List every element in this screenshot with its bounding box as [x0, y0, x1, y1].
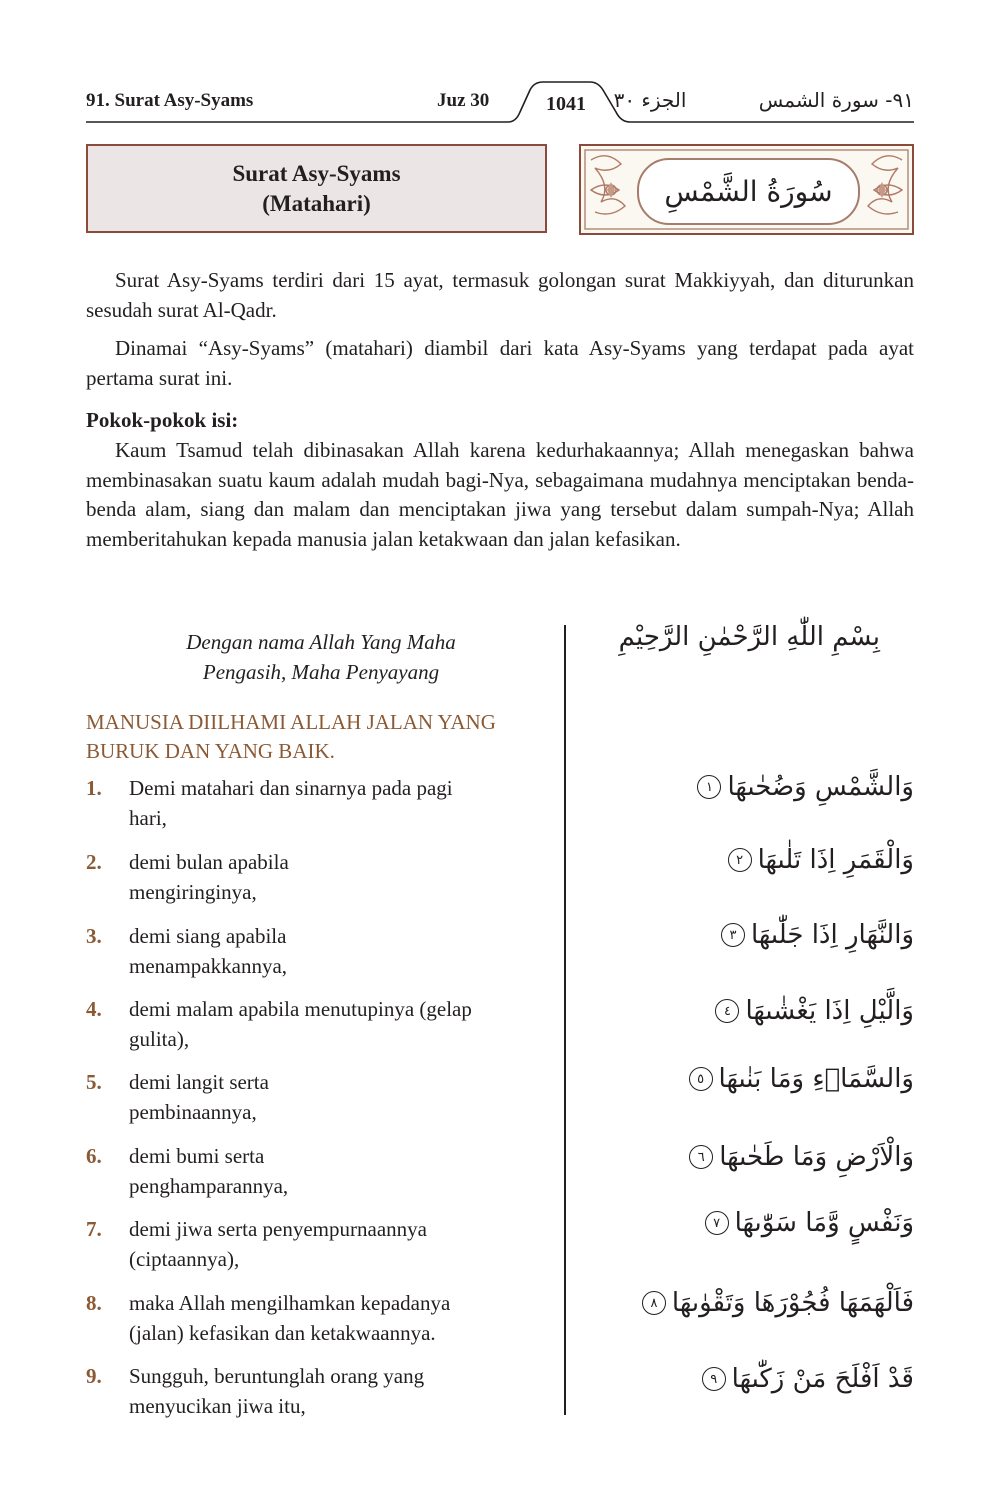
intro-paragraph-2: Dinamai “Asy-Syams” (matahari) diambil dari kata Asy-Syams yang terdapat pada ayat pertama surat ini. [86, 336, 914, 390]
verse-number: 2. [86, 850, 102, 874]
ayah-end-marker-icon: ٦ [689, 1145, 713, 1169]
basmala-translation [86, 627, 556, 687]
ayah-end-marker-icon: ٧ [705, 1211, 729, 1235]
header-arabic-juz: الجزء ٣٠ [613, 88, 687, 112]
arabic-verse-text: وَالَّيْلِ اِذَا يَغْشٰىهَا [745, 996, 914, 1026]
verse-line: hari, [129, 805, 167, 830]
section-heading [86, 708, 556, 766]
verse-line: Sungguh, beruntunglah orang yang [129, 1364, 425, 1388]
surah-title-box [86, 144, 547, 233]
column-divider [564, 625, 566, 1415]
verse-line: penghamparannya, [129, 1173, 289, 1198]
verse-line: demi siang apabila [129, 924, 287, 948]
basmala-line-1: Dengan nama Allah Yang Maha [186, 630, 456, 654]
ayah-end-marker-icon: ٩ [702, 1367, 726, 1391]
verse-line: menampakkannya, [129, 953, 288, 978]
verse-number: 5. [86, 1070, 102, 1094]
verse-line: maka Allah mengilhamkan kepadanya [129, 1291, 451, 1315]
arabic-verse [721, 920, 914, 950]
basmala-arabic: بِسْمِ اللّٰهِ الرَّحْمٰنِ الرَّحِيْمِ [618, 622, 880, 652]
verse-line: (jalan) kefasikan dan ketakwaannya. [129, 1320, 436, 1345]
verse-line: (ciptaannya), [129, 1246, 240, 1271]
arabic-verse [689, 1142, 914, 1172]
arabic-verse-text: فَاَلْهَمَهَا فُجُوْرَهَا وَتَقْوٰىهَا [671, 1288, 914, 1318]
intro-paragraph-3: Kaum Tsamud telah dibinasakan Allah karena kedurhakaannya; Allah menegaskan bahwa membinasakan suatu kaum adalah mudah bagi-Nya, sebagaimana mudahnya menciptakan benda-benda alam, siang dan malam dan menciptakan jiwa yang tersebut dalam sumpah-Nya; Allah memberitahukan kepada manusia jalan ketakwaan dan jalan kefasikan. [86, 438, 914, 551]
ayah-end-marker-icon: ١ [697, 775, 721, 799]
ayah-end-marker-icon: ٢ [728, 848, 752, 872]
verse-number: 1. [86, 776, 102, 800]
header-surah-title: 91. Surat Asy-Syams [86, 90, 254, 111]
arabic-verse [697, 772, 914, 802]
verse-line: Demi matahari dan sinarnya pada pagi [129, 776, 453, 800]
verse-line: demi jiwa serta penyempurnaannya [129, 1217, 427, 1241]
arabic-verse-text: قَدْ اَفْلَحَ مَنْ زَكّٰىهَا [731, 1364, 914, 1394]
ayah-end-marker-icon: ٥ [689, 1067, 713, 1091]
surah-title-meaning: (Matahari) [262, 190, 371, 216]
verse-line: menyucikan jiwa itu, [129, 1393, 306, 1418]
verse-number: 3. [86, 924, 102, 948]
arabic-verse-text: وَالنَّهَارِ اِذَا جَلّٰىهَا [751, 920, 914, 950]
verse-line: gulita), [129, 1026, 190, 1051]
header-juz: Juz 30 [437, 90, 490, 111]
ayah-end-marker-icon: ٣ [721, 923, 745, 947]
verse-line: mengiringinya, [129, 879, 257, 904]
verse-number: 8. [86, 1291, 102, 1315]
verse-line: demi bumi serta [129, 1144, 265, 1168]
header-arabic-surah: ٩١- سورة الشمس [758, 88, 914, 112]
surah-cartouche [637, 158, 860, 225]
header-rule [0, 0, 1000, 140]
verse-number: 9. [86, 1364, 102, 1388]
ayah-end-marker-icon: ٨ [642, 1291, 666, 1315]
verse-line: demi bulan apabila [129, 850, 289, 874]
surah-title-name: Surat Asy-Syams [232, 160, 401, 186]
section-heading-line-1: MANUSIA DIILHAMI ALLAH JALAN YANG [86, 710, 496, 734]
page-number: 1041 [546, 93, 586, 115]
arabic-verse [642, 1288, 914, 1318]
arabic-verse [715, 996, 914, 1026]
surah-ornament-box [579, 144, 914, 235]
verse-line: pembinaannya, [129, 1099, 257, 1124]
arabic-surah-title: سُورَةُ الشَّمْسِ [664, 175, 833, 208]
verse-number: 6. [86, 1144, 102, 1168]
ayah-end-marker-icon: ٤ [715, 999, 739, 1023]
arabic-verse [705, 1208, 914, 1238]
arabic-verse-text: وَالْقَمَرِ اِذَا تَلٰىهَا [757, 845, 914, 875]
verse-line: demi langit serta [129, 1070, 269, 1094]
arabic-verse-text: وَالشَّمْسِ وَضُحٰىهَا [727, 772, 914, 802]
arabic-verse-text: وَالسَّمَاۤءِ وَمَا بَنٰىهَا [718, 1064, 914, 1094]
verse-number: 4. [86, 997, 102, 1021]
verse-number: 7. [86, 1217, 102, 1241]
arabic-verse [702, 1364, 914, 1394]
arabic-verse-text: وَنَفْسٍ وَّمَا سَوّٰىهَا [734, 1208, 914, 1238]
basmala-line-2: Pengasih, Maha Penyayang [202, 660, 440, 684]
section-heading-line-2: BURUK DAN YANG BAIK. [86, 739, 335, 763]
arabic-verse [728, 845, 914, 875]
arabic-verse [689, 1064, 914, 1094]
intro-paragraph-1: Surat Asy-Syams terdiri dari 15 ayat, termasuk golongan surat Makkiyyah, dan diturunkan sesudah surat Al-Qadr. [86, 268, 914, 322]
arabic-verse-text: وَالْاَرْضِ وَمَا طَحٰىهَا [719, 1142, 914, 1172]
pokok-heading: Pokok-pokok isi: [86, 408, 239, 432]
verse-line: demi malam apabila menutupinya (gelap [129, 997, 472, 1021]
